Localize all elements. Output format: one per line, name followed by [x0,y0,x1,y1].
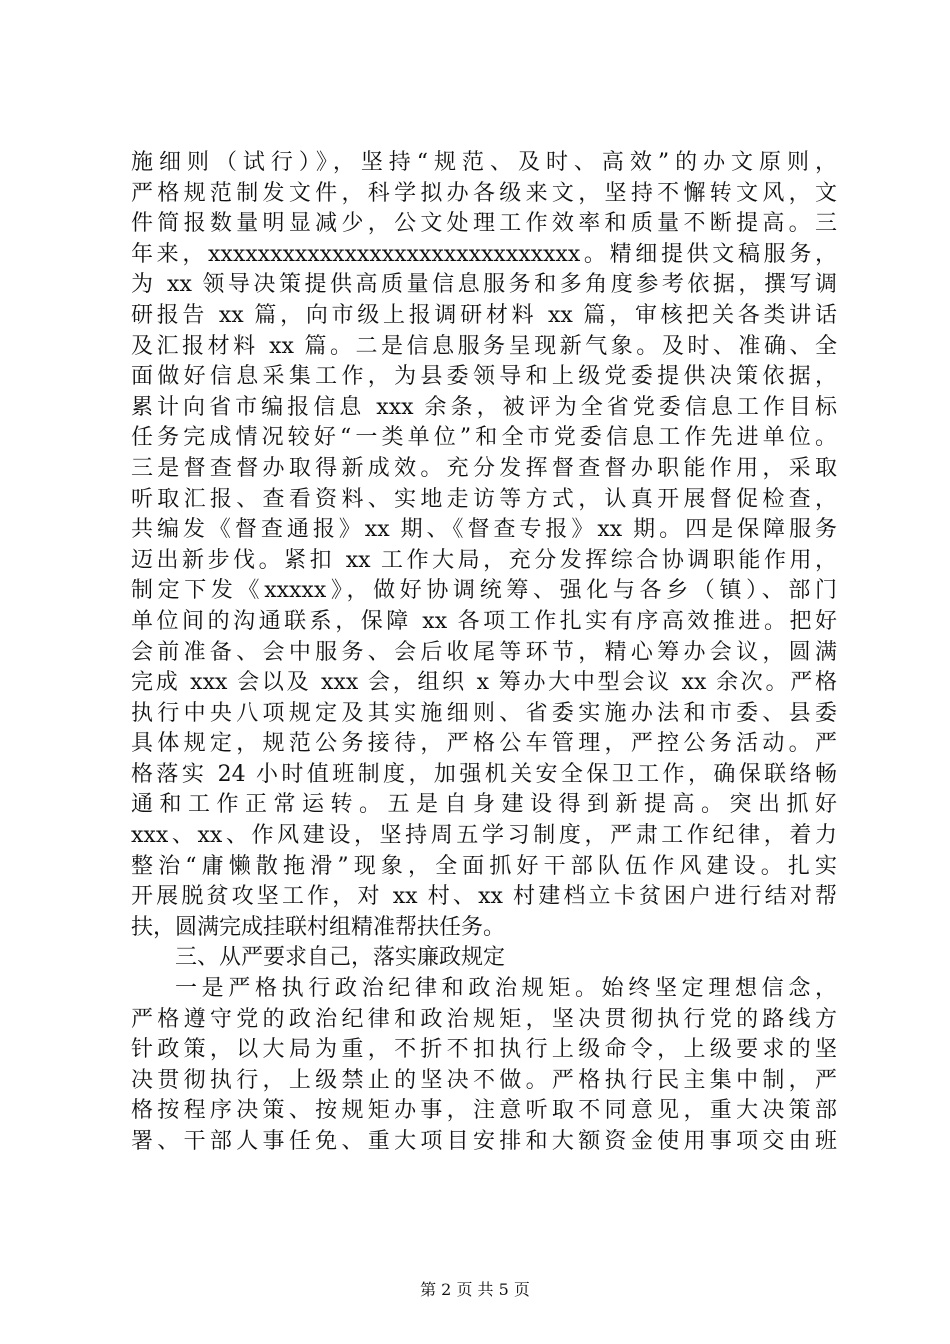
section-heading: 三、从严要求自己，落实廉政规定 [175,945,506,971]
text-line: 年来，xxxxxxxxxxxxxxxxxxxxxxxxxxxxxx。精细提供文稿服务， [131,241,837,267]
text-line: xxx、xx、作风建设，坚持周五学习制度，严肃工作纪律，着力 [131,823,837,849]
text-line: 听取汇报、查看资料、实地走访等方式，认真开展督促检查， [131,486,837,512]
text-line: 单位间的沟通联系，保障 xx 各项工作扎实有序高效推进。把好 [131,608,837,634]
text-line: 累计向省市编报信息 xxx 余条，被评为全省党委信息工作目标 [131,394,837,420]
text-line: 通和工作正常运转。五是自身建设得到新提高。突出抓好 [131,792,837,818]
text-line: 迈出新步伐。紧扣 xx 工作大局，充分发挥综合协调职能作用， [131,547,837,573]
text-line: 格按程序决策、按规矩办事，注意听取不同意见，重大决策部 [131,1098,837,1124]
text-line: 严格遵守党的政治纪律和政治规矩，坚决贯彻执行党的路线方 [131,1006,837,1032]
page-number-footer: 第 2 页 共 5 页 [420,1280,530,1299]
text-line: 及汇报材料 xx 篇。二是信息服务呈现新气象。及时、准确、全 [131,333,837,359]
text-line: 为 xx 领导决策提供高质量信息服务和多角度参考依据，撰写调 [131,272,837,298]
text-line: 署、干部人事任免、重大项目安排和大额资金使用事项交由班 [131,1129,837,1154]
text-line: 制定下发《xxxxx》，做好协调统筹、强化与各乡（镇）、部门 [131,578,837,604]
text-line: 严格规范制发文件，科学拟办各级来文，坚持不懈转文风，文 [131,180,837,206]
text-line: 研报告 xx 篇，向市级上报调研材料 xx 篇，审核把关各类讲话 [131,302,837,328]
text-line: 决贯彻执行，上级禁止的坚决不做。严格执行民主集中制，严 [131,1067,837,1093]
text-line: 施细则（试行）》，坚持“规范、及时、高效”的办文原则， [131,150,837,175]
text-line: 共编发《督查通报》xx 期、《督查专报》xx 期。四是保障服务 [131,517,837,543]
text-line: 执行中央八项规定及其实施细则、省委实施办法和市委、县委 [131,700,837,726]
text-line: 扶，圆满完成挂联村组精准帮扶任务。 [131,914,506,940]
text-line: 格落实 24 小时值班制度，加强机关安全保卫工作，确保联络畅 [131,761,837,787]
text-line: 三是督查督办取得新成效。充分发挥督查督办职能作用，采取 [131,455,837,481]
body-text [131,148,837,1158]
text-line: 针政策，以大局为重，不折不扣执行上级命令，上级要求的坚 [131,1037,837,1063]
text-line: 开展脱贫攻坚工作，对 xx 村、xx 村建档立卡贫困户进行结对帮 [131,884,837,910]
text-line: 具体规定，规范公务接待，严格公车管理，严控公务活动。严 [131,731,837,757]
text-line: 会前准备、会中服务、会后收尾等环节，精心筹办会议，圆满 [131,639,837,665]
text-line: 一是严格执行政治纪律和政治规矩。始终坚定理想信念， [175,976,837,1002]
text-line: 整治“庸懒散拖滑”现象，全面抓好干部队伍作风建设。扎实 [131,853,837,879]
text-line: 完成 xxx 会以及 xxx 会，组织 x 筹办大中型会议 xx 余次。严格 [131,670,837,696]
text-line: 任务完成情况较好“一类单位”和全市党委信息工作先进单位。 [131,425,837,451]
text-line: 面做好信息采集工作，为县委领导和上级党委提供决策依据， [131,364,837,390]
text-line: 件简报数量明显减少，公文处理工作效率和质量不断提高。三 [131,211,837,237]
